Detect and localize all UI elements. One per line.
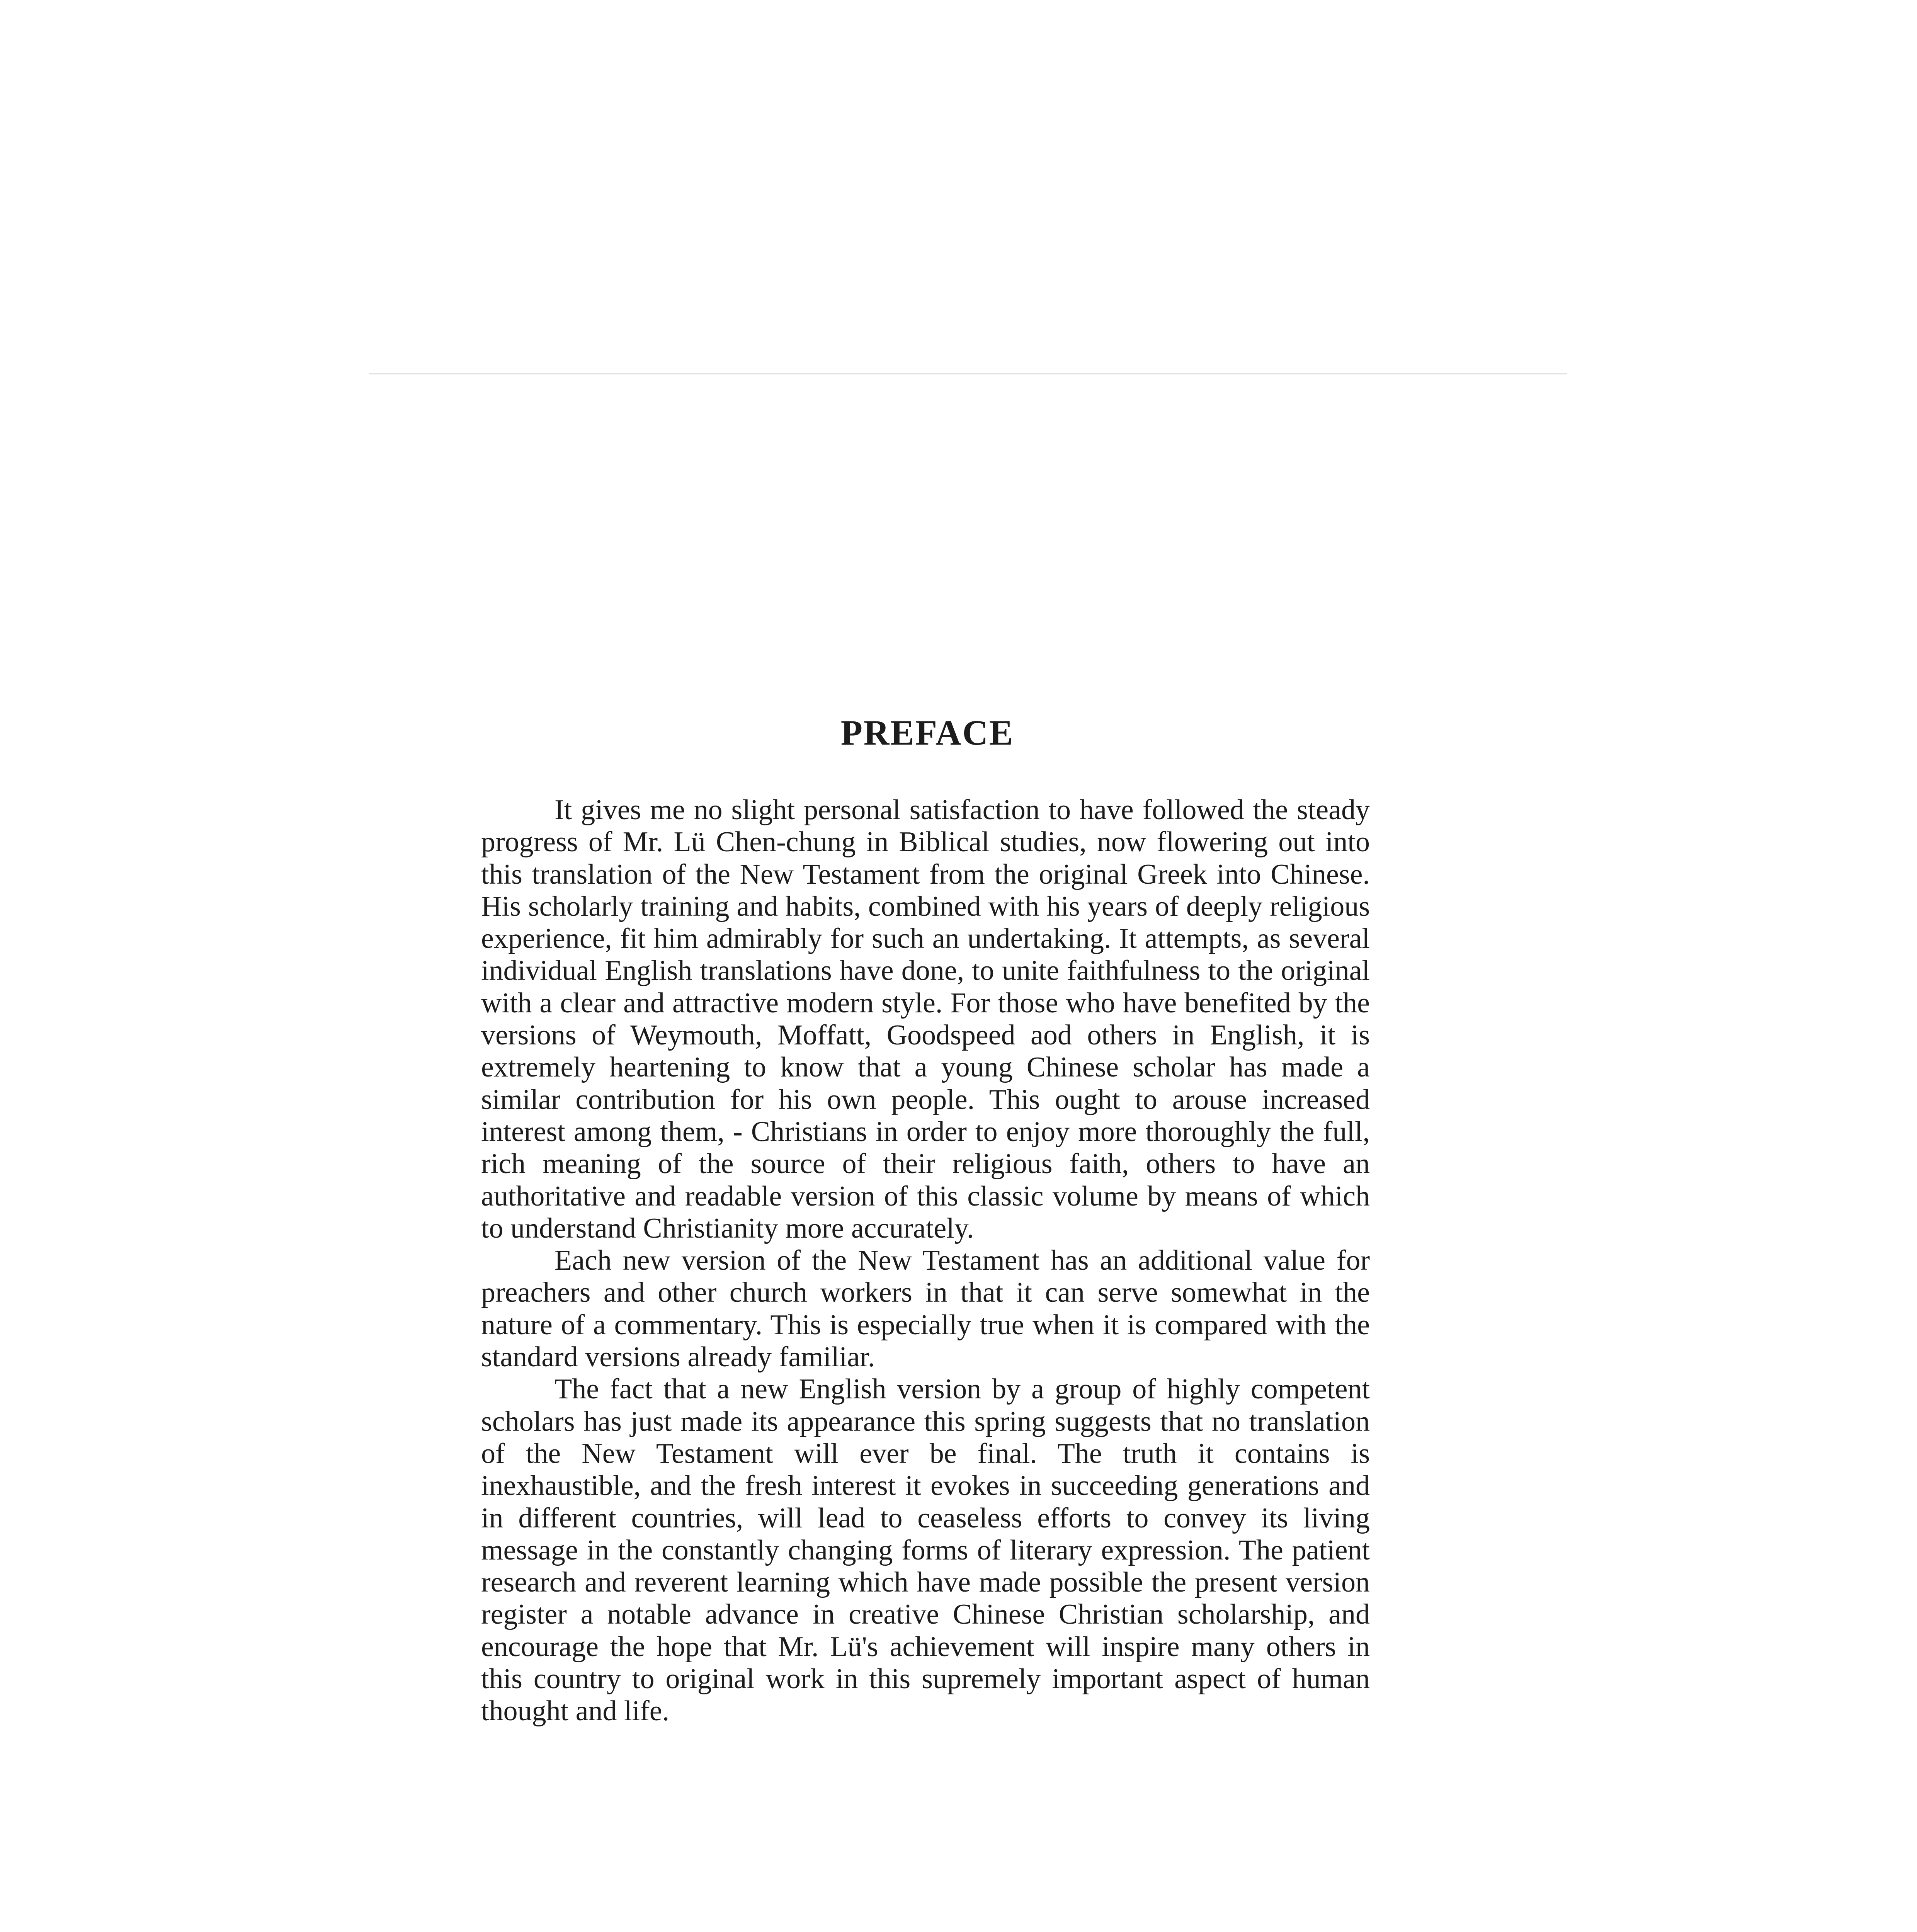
paragraph-3: The fact that a new English version by a group of highly competent scholars has just made its appearance this spring suggests that no translation of the New Testament will ever be final. The truth it contains is inexhaustible, and the fresh interest it evokes in succeeding generations and in different countries, will lead to ceaseless efforts to convey its living message in the constantly changing forms of literary expression. The patient research and reverent learning which have made possible the present version register a notable advance in creative Chinese Christian scholarship, and encourage the hope that Mr. Lü's achievement will inspire many others in this country to original work in this supremely important aspect of human thought and life.	[481, 1373, 1370, 1727]
top-rule	[369, 373, 1567, 374]
preface-body	[481, 794, 1370, 1728]
paragraph-1: It gives me no slight personal satisfaction to have followed the steady progress of Mr. Lü Chen-chung in Biblical studies, now flowering out into this translation of the New Testament from the original Greek into Chinese. His scholarly training and habits, combined with his years of deeply religious experience, fit him admirably for such an undertaking. It attempts, as several individual English translations have done, to unite faithfulness to the original with a clear and attractive modern style. For those who have benefited by the versions of Weymouth, Moffatt, Goodspeed aod others in English, it is extremely heartening to know that a young Chinese scholar has made a similar contribution for his own people. This ought to arouse increased interest among them, - Christians in order to enjoy more thoroughly the full, rich meaning of the source of their religious faith, others to have an authoritative and readable version of this classic volume by means of which to understand Christianity more accurately.	[481, 794, 1370, 1244]
paragraph-2: Each new version of the New Testament has an additional value for preachers and other church workers in that it can serve somewhat in the nature of a commentary. This is especially true when it is compared with the standard versions already familiar.	[481, 1245, 1370, 1373]
page-title: PREFACE	[840, 713, 1014, 752]
